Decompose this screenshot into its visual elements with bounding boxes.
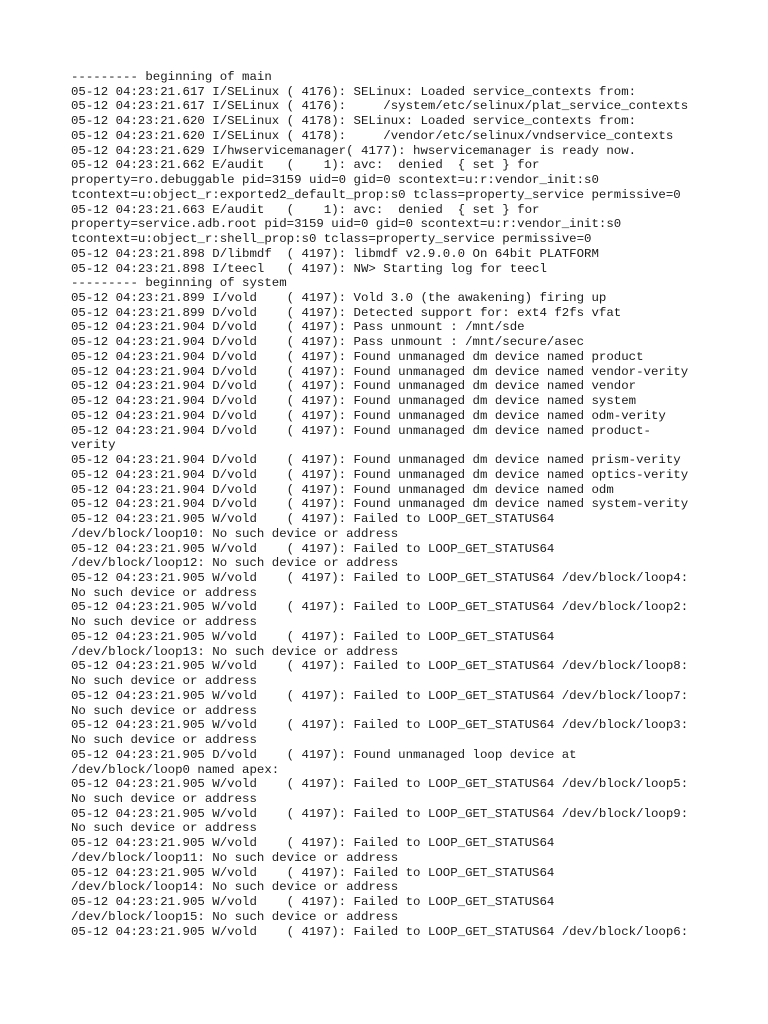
- log-line: /dev/block/loop15: No such device or address: [71, 909, 399, 924]
- log-line: property=service.adb.root pid=3159 uid=0 gid=0 scontext=u:r:vendor_init:s0: [71, 217, 622, 232]
- log-line: 05-12 04:23:21.905 W/vold ( 4197): Failed to LOOP_GET_STATUS64 /dev/block/loop6:: [71, 924, 689, 939]
- log-line: 05-12 04:23:21.904 D/vold ( 4197): Pass unmount : /mnt/sde: [71, 320, 525, 335]
- log-line: No such device or address: [71, 674, 257, 689]
- log-line: 05-12 04:23:21.904 D/vold ( 4197): Found unmanaged dm device named vendor-verity: [71, 364, 689, 379]
- log-line: 05-12 04:23:21.663 E/audit ( 1): avc: denied { set } for: [71, 202, 540, 217]
- log-line: 05-12 04:23:21.904 D/vold ( 4197): Found unmanaged dm device named odm-verity: [71, 408, 666, 423]
- log-line: 05-12 04:23:21.898 D/libmdf ( 4197): libmdf v2.9.0.0 On 64bit PLATFORM: [71, 246, 599, 261]
- log-line: 05-12 04:23:21.905 W/vold ( 4197): Failed to LOOP_GET_STATUS64: [71, 629, 555, 644]
- log-line: 05-12 04:23:21.899 I/vold ( 4197): Vold 3.0 (the awakening) firing up: [71, 291, 607, 306]
- log-line: 05-12 04:23:21.904 D/vold ( 4197): Found unmanaged dm device named system-verity: [71, 497, 689, 512]
- log-line: 05-12 04:23:21.905 W/vold ( 4197): Failed to LOOP_GET_STATUS64: [71, 836, 555, 851]
- log-line: 05-12 04:23:21.617 I/SELinux ( 4176): SELinux: Loaded service_contexts from:: [71, 84, 637, 99]
- log-line: No such device or address: [71, 703, 257, 718]
- log-line: 05-12 04:23:21.617 I/SELinux ( 4176): /system/etc/selinux/plat_service_contexts: [71, 99, 689, 114]
- log-line: 05-12 04:23:21.905 W/vold ( 4197): Failed to LOOP_GET_STATUS64 /dev/block/loop7:: [71, 688, 689, 703]
- log-line: No such device or address: [71, 585, 257, 600]
- log-line: 05-12 04:23:21.905 W/vold ( 4197): Failed to LOOP_GET_STATUS64: [71, 512, 555, 527]
- log-line: 05-12 04:23:21.904 D/vold ( 4197): Found unmanaged dm device named prism-verity: [71, 453, 681, 468]
- log-line: 05-12 04:23:21.898 I/teecl ( 4197): NW> Starting log for teecl: [71, 261, 547, 276]
- log-line: 05-12 04:23:21.905 W/vold ( 4197): Failed to LOOP_GET_STATUS64: [71, 895, 555, 910]
- log-line: 05-12 04:23:21.904 D/vold ( 4197): Found unmanaged dm device named product-: [71, 423, 651, 438]
- log-line: 05-12 04:23:21.905 D/vold ( 4197): Found unmanaged loop device at: [71, 747, 577, 762]
- log-line: 05-12 04:23:21.620 I/SELinux ( 4178): /vendor/etc/selinux/vndservice_contexts: [71, 128, 674, 143]
- log-line: 05-12 04:23:21.620 I/SELinux ( 4178): SELinux: Loaded service_contexts from:: [71, 114, 637, 129]
- log-line: 05-12 04:23:21.629 I/hwservicemanager( 4177): hwservicemanager is ready now.: [71, 143, 637, 158]
- log-line: No such device or address: [71, 821, 257, 836]
- log-line: tcontext=u:object_r:exported2_default_prop:s0 tclass=property_service permissive=0: [71, 187, 681, 202]
- log-line: /dev/block/loop0 named apex:: [71, 762, 280, 777]
- log-line: verity: [71, 438, 116, 453]
- log-body: [71, 70, 711, 939]
- log-line: 05-12 04:23:21.905 W/vold ( 4197): Failed to LOOP_GET_STATUS64 /dev/block/loop2:: [71, 600, 689, 615]
- log-line: 05-12 04:23:21.905 W/vold ( 4197): Failed to LOOP_GET_STATUS64 /dev/block/loop3:: [71, 718, 689, 733]
- log-line: /dev/block/loop10: No such device or address: [71, 526, 399, 541]
- log-line: No such device or address: [71, 791, 257, 806]
- log-line: 05-12 04:23:21.899 D/vold ( 4197): Detected support for: ext4 f2fs vfat: [71, 305, 622, 320]
- log-line: 05-12 04:23:21.905 W/vold ( 4197): Failed to LOOP_GET_STATUS64: [71, 865, 555, 880]
- log-line: 05-12 04:23:21.904 D/vold ( 4197): Found unmanaged dm device named vendor: [71, 379, 637, 394]
- log-line: 05-12 04:23:21.904 D/vold ( 4197): Found unmanaged dm device named system: [71, 394, 637, 409]
- log-line: 05-12 04:23:21.905 W/vold ( 4197): Failed to LOOP_GET_STATUS64: [71, 541, 555, 556]
- log-line: No such device or address: [71, 733, 257, 748]
- log-line: 05-12 04:23:21.905 W/vold ( 4197): Failed to LOOP_GET_STATUS64 /dev/block/loop4:: [71, 570, 689, 585]
- log-line: 05-12 04:23:21.905 W/vold ( 4197): Failed to LOOP_GET_STATUS64 /dev/block/loop9:: [71, 806, 689, 821]
- log-line: /dev/block/loop14: No such device or address: [71, 880, 399, 895]
- log-line: 05-12 04:23:21.905 W/vold ( 4197): Failed to LOOP_GET_STATUS64 /dev/block/loop5:: [71, 777, 689, 792]
- log-line: 05-12 04:23:21.904 D/vold ( 4197): Found unmanaged dm device named product: [71, 349, 644, 364]
- log-line: 05-12 04:23:21.904 D/vold ( 4197): Found unmanaged dm device named odm: [71, 482, 614, 497]
- log-line: 05-12 04:23:21.904 D/vold ( 4197): Pass unmount : /mnt/secure/asec: [71, 335, 585, 350]
- log-line: /dev/block/loop13: No such device or address: [71, 644, 399, 659]
- log-document: [71, 70, 711, 939]
- log-line: tcontext=u:object_r:shell_prop:s0 tclass=property_service permissive=0: [71, 232, 592, 247]
- log-line: 05-12 04:23:21.904 D/vold ( 4197): Found unmanaged dm device named optics-verity: [71, 467, 689, 482]
- log-line: 05-12 04:23:21.905 W/vold ( 4197): Failed to LOOP_GET_STATUS64 /dev/block/loop8:: [71, 659, 689, 674]
- log-line: 05-12 04:23:21.662 E/audit ( 1): avc: denied { set } for: [71, 158, 540, 173]
- log-line: /dev/block/loop11: No such device or address: [71, 850, 399, 865]
- log-section-header: --------- beginning of system: [71, 276, 287, 291]
- log-line: property=ro.debuggable pid=3159 uid=0 gid=0 scontext=u:r:vendor_init:s0: [71, 173, 599, 188]
- log-line: No such device or address: [71, 615, 257, 630]
- log-line: /dev/block/loop12: No such device or address: [71, 556, 399, 571]
- log-section-header: --------- beginning of main: [71, 70, 272, 84]
